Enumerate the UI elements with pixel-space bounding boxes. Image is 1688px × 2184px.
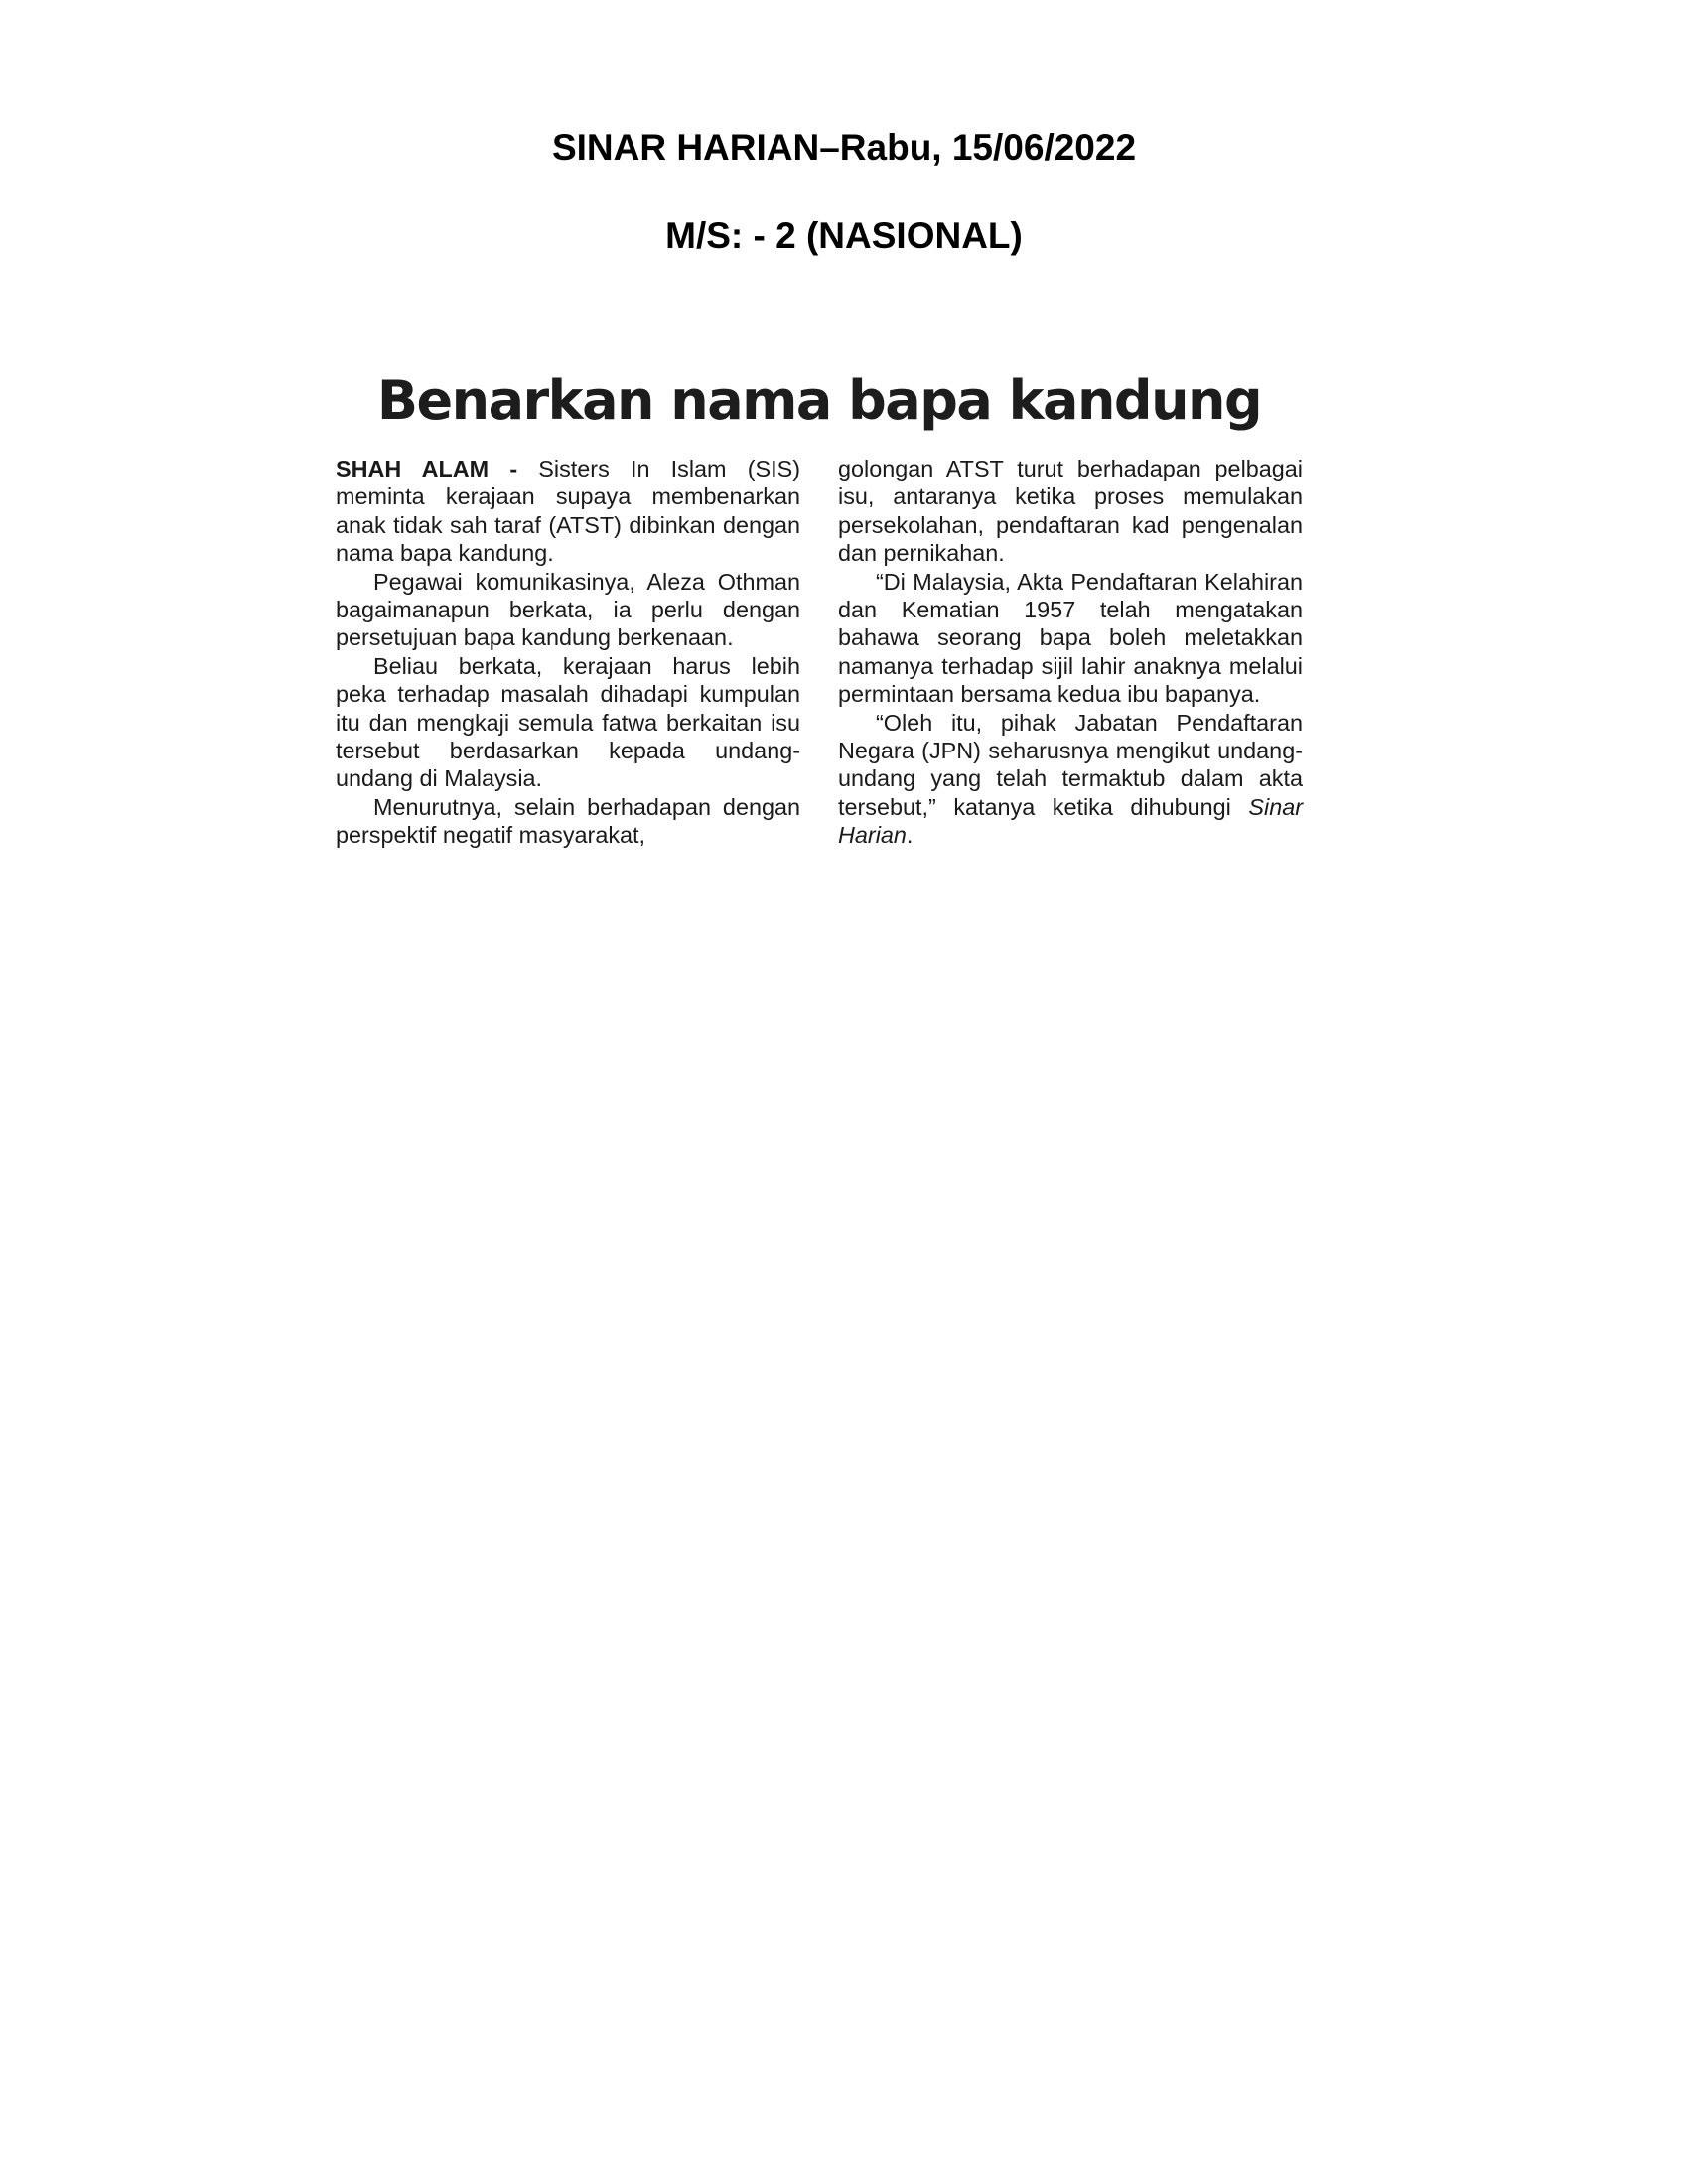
article-paragraph: Pegawai komunikasinya, Aleza Othman bagaimanapun berkata, ia perlu dengan persetujuan bapa kandung berkenaan. [336, 568, 800, 651]
paragraph-text: “Oleh itu, pihak Jabatan Pendaftaran Negara (JPN) seharusnya mengikut undang-undang yang telah termaktub dalam akta tersebut,” katanya ketika dihubungi [838, 709, 1303, 820]
publication-name: Sinar Harian [838, 793, 1303, 849]
article-paragraph: Menurutnya, selain berhadapan dengan perspektif negatif masyarakat, [336, 793, 800, 849]
article-paragraph: Beliau berkata, kerajaan harus lebih peka terhadap masalah dihadapi kumpulan itu dan mengkaji semula fatwa berkaitan isu tersebut berdasarkan kepada undang-undang di Malaysia. [336, 652, 800, 792]
publication-date-header: SINAR HARIAN–Rabu, 15/06/2022 [551, 127, 1137, 168]
news-clipping [336, 367, 1303, 884]
article-paragraph: “Di Malaysia, Akta Pendaftaran Kelahiran dan Kematian 1957 telah mengatakan bahawa seorang bapa boleh meletakkan namanya terhadap sijil lahir anaknya melalui permintaan bersama kedua ibu bapanya. [838, 568, 1303, 708]
article-paragraph [336, 455, 800, 568]
article-column-right [838, 455, 1303, 850]
article-body [336, 455, 1303, 850]
page-section-header: M/S: - 2 (NASIONAL) [665, 215, 1023, 256]
article-headline: Benarkan nama bapa kandung [376, 369, 1262, 432]
article-paragraph: golongan ATST turut berhadapan pelbagai isu, antaranya ketika proses memulakan persekolahan, pendaftaran kad pengenalan dan pernikahan. [838, 456, 1303, 567]
paragraph-text: . [906, 822, 914, 849]
paragraph-text: Sisters In Islam (SIS) meminta kerajaan supaya membenarkan anak tidak sah taraf (ATST) dibinkan dengan nama bapa kandung. [336, 456, 800, 567]
article-paragraph [838, 709, 1303, 850]
article-column-left [336, 455, 800, 850]
dateline: SHAH ALAM - [336, 456, 518, 481]
